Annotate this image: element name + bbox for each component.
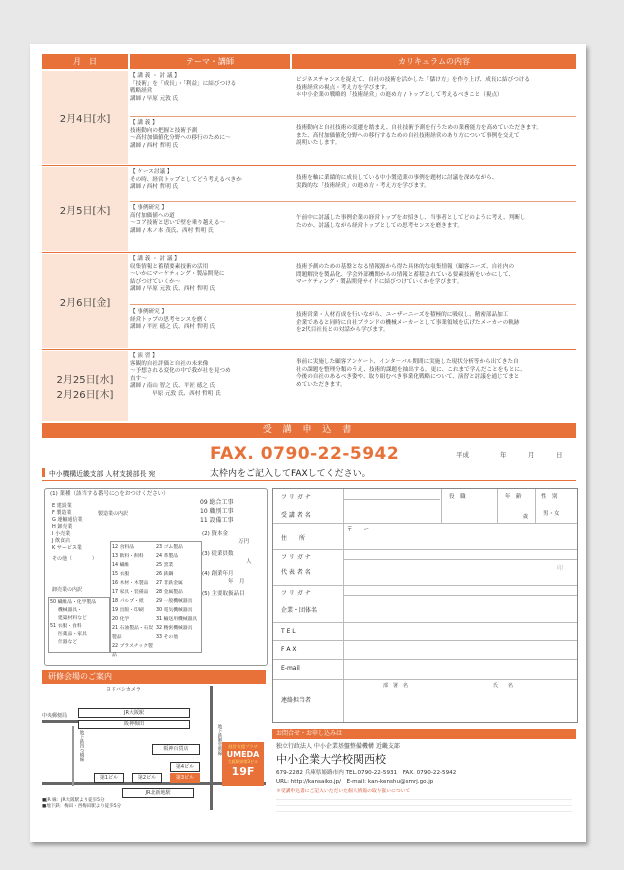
- mfg-item[interactable]: 32 精密機械器具: [156, 626, 193, 631]
- central-post-office: 中央郵便局: [42, 713, 68, 719]
- mfg-item[interactable]: 18 パルプ・紙: [112, 599, 144, 604]
- sex-choice[interactable]: 男・女: [543, 511, 560, 517]
- contact-address: 679-2282 兵庫県姫路市内 TEL.0790-22-5931 FAX. 0790-22-5942: [276, 770, 457, 776]
- row-date: 2月5日[木]: [42, 167, 128, 251]
- session-desc: [292, 77, 576, 100]
- form-title: 受 講 申 込 書: [42, 423, 576, 438]
- address-label: 住 所: [281, 535, 306, 542]
- schedule-row: [42, 71, 576, 164]
- row-date: [42, 351, 128, 421]
- mfg-item[interactable]: 27 非鉄金属: [156, 581, 183, 586]
- divider: [130, 201, 576, 202]
- privacy-note: ＊受講申込書にご記入いただいた個人情報の取り扱いについて: [276, 789, 411, 794]
- date-year: 年: [500, 451, 507, 459]
- desc-line: ＊中小企業の戦略的「技術経営」の進め方 / トップとして考えるべきこと（視点）: [296, 92, 503, 99]
- midosuji-line: 地下鉄御堂筋線: [217, 724, 222, 756]
- sex-label: 性 別: [541, 494, 558, 500]
- session-title: 「技術」を「成長」・「利益」に結びつける: [130, 80, 237, 87]
- mfg-list-left: [112, 543, 156, 660]
- session-desc: [292, 215, 576, 230]
- construction-list: [200, 498, 234, 525]
- dept-label: 部 署 名: [383, 683, 409, 689]
- desc-line: 技術を軸に業績的に成長している中小製造業の事例を題材に討議を深めながら、: [296, 175, 498, 181]
- jr-kitashinchi: JR北新地駅: [122, 788, 194, 798]
- building-2: 第2ビル: [132, 773, 162, 783]
- building-4: 第4ビル: [170, 762, 200, 772]
- session-block: [130, 120, 290, 150]
- capital-unit[interactable]: 万円: [238, 539, 250, 545]
- landmark-yodobashi: ヨドバシカメラ: [106, 687, 141, 693]
- mfg-item[interactable]: 16 木材・木製品: [112, 581, 149, 586]
- instruction: 太枠内をご記入してFAXしてください。: [210, 469, 371, 479]
- session-block: [130, 309, 290, 332]
- desc-line: 技術動向と自社技術の変遷を踏まえ、自社技術予測を行うための業務能力を高めていただきます。: [296, 125, 543, 131]
- road: [210, 686, 213, 810]
- contact-head: お問合せ・お申し込みは: [272, 729, 576, 739]
- desc-line: 午前中に討議した事例企業の経営トップをお招きし、当事者としてどのように考え、判断し: [296, 215, 526, 221]
- date-day: 日: [556, 451, 563, 459]
- session-lecturer: 講師 / 西村 哲明 氏: [130, 142, 179, 149]
- contact-org: 独立行政法人 中小企業基盤整備機構 近畿支部: [276, 743, 400, 750]
- desc-line: を2代目社長との対話から学びます。: [296, 327, 389, 334]
- employees-label: (3) 従業員数: [202, 551, 234, 557]
- session-title: 経営トップの思考センスを磨く: [130, 316, 208, 323]
- products-label: (5) 主要取扱品目: [202, 591, 245, 597]
- postal-code[interactable]: 〒 ー: [347, 527, 370, 533]
- session-title: 高付加価値への道: [130, 212, 175, 219]
- grid-line: [273, 659, 577, 660]
- desc-line: 企業であると同時に自社ブランドの機械メーカーとして事業領域を広げたメーカーの軌跡: [296, 319, 520, 326]
- mfg-item[interactable]: 22 プラスチック製品: [112, 644, 153, 658]
- session-title: ～いかにマーケティング・製品開発に: [130, 271, 225, 278]
- yotsubashi-line: 地下鉄四つ橋線: [79, 730, 84, 762]
- desc-line: ビジネスチャンスを捉えて、自社の技術を活かした「儲け方」を作り上げ、成長に結びつける: [296, 77, 530, 83]
- furigana-label: フ リ ガ ナ: [281, 590, 311, 597]
- session-block: [130, 169, 290, 192]
- grid-col: [535, 489, 536, 523]
- industry-item[interactable]: 09 総合工事: [200, 499, 234, 506]
- mfg-item[interactable]: 26 鉄鋼: [156, 572, 174, 577]
- mfg-list-right: [156, 543, 200, 642]
- furigana-label: フ リ ガ ナ: [281, 554, 311, 561]
- position-label: 役 職: [449, 494, 466, 500]
- mfg-item[interactable]: 13 飲料・飼料: [112, 554, 144, 559]
- session-lecturer: 講師 / 平匠 徳之 氏、西村 哲明 氏: [130, 324, 216, 331]
- side-fields: [202, 530, 252, 598]
- session-title: 客観的自社評価と自社の未来像: [130, 360, 209, 367]
- session-type: 【 講 義 ・ 討 議 】: [130, 256, 180, 262]
- mfg-item[interactable]: 23 ゴム製品: [156, 545, 183, 550]
- schedule-row: [42, 351, 576, 421]
- retail-item: 什器など: [58, 640, 78, 645]
- grid-line: [344, 559, 577, 560]
- session-type: 【 事例研究 】: [130, 309, 168, 315]
- desc-line: マーケティング・製品開発サイドに結びつけていくかを学びます。: [296, 279, 463, 286]
- plaza-name: UMEDA: [226, 750, 260, 759]
- industry-item[interactable]: K サービス業: [52, 545, 82, 551]
- hanshin-dept-store: 阪神百貨店: [152, 744, 200, 755]
- desc-line: 技術予測のための基盤となる情報源から得た具体的な収集情報（顧客ニーズ、自社内の: [296, 264, 515, 270]
- venue-map: [42, 686, 266, 810]
- venue-title: 研修会場のご案内: [42, 670, 266, 684]
- grid-line: [273, 679, 577, 680]
- session-block: [130, 353, 290, 399]
- employees-unit[interactable]: 人: [246, 559, 252, 565]
- applicant-form: [272, 488, 578, 723]
- retail-item: 医薬品・家具: [58, 632, 87, 637]
- row-date: 2月6日[金]: [42, 254, 128, 348]
- mfg-item[interactable]: 12 食料品: [112, 545, 135, 550]
- company-label: 企業・団体名: [281, 607, 318, 614]
- retail-item[interactable]: 50 繊維品・化学製品: [50, 600, 97, 605]
- grid-col: [441, 489, 442, 523]
- desc-line: また、高付加価値化分野への移行するための自社技術経営のあり方について事例を交えて: [296, 132, 520, 139]
- grid-line: [273, 640, 577, 641]
- industry-item[interactable]: G 運輸通信業: [52, 517, 83, 523]
- divider: [130, 304, 576, 305]
- session-desc: [292, 125, 576, 148]
- date-month: 月: [528, 451, 535, 459]
- plaza-building: 大阪駅前第3ビル: [227, 759, 259, 764]
- age-label: 年 齢: [505, 494, 522, 500]
- row-date: 2月4日[水]: [42, 71, 128, 164]
- session-type: 【 講 義 】: [130, 120, 158, 126]
- founded-label: (4) 創業年月: [202, 571, 234, 577]
- session-lecturer: 早原 元敦 氏、西村 哲明 氏: [152, 390, 221, 397]
- session-title: ～高付加価値化分野への移行のために～: [130, 135, 231, 142]
- session-title: その時、経営トップとしてどう考えるべきか: [130, 176, 242, 183]
- desc-line: たのか、討議しながら経営トップとしての思考センスを磨きます。: [296, 222, 464, 229]
- session-type: 【 演 習 】: [130, 353, 158, 359]
- session-title: 戦略経営: [130, 88, 153, 95]
- mfg-item[interactable]: 28 金属製品: [156, 590, 183, 595]
- applicant-name-input[interactable]: [345, 500, 441, 522]
- session-block: [130, 73, 290, 103]
- schedule-header: [42, 54, 576, 69]
- applicant-name-label: 受 講 者 名: [281, 512, 311, 519]
- mfg-item[interactable]: 29 一般機械器具: [156, 599, 193, 604]
- session-lecturer: 講師 / 早原 元敦 氏: [130, 95, 179, 102]
- schedule-row: [42, 167, 576, 251]
- privacy-fineprint: [276, 794, 572, 816]
- stamp-mark: 印: [557, 565, 564, 572]
- row-divider: [42, 349, 576, 350]
- session-title: 結びつけていくか～: [130, 278, 181, 285]
- grid-line: [273, 585, 577, 586]
- plaza-floor: 19F: [231, 765, 255, 778]
- contact-url[interactable]: URL: http://kansaiko.jp/ E-mail: kan-kenshu@smrj.go.jp: [276, 779, 434, 785]
- session-lecturer: 講師 / 西村 哲明 氏: [130, 184, 179, 191]
- fax-label: F A X: [281, 646, 297, 653]
- mfg-item[interactable]: 19 出版・印刷: [112, 608, 144, 613]
- plaza-badge: [222, 742, 264, 786]
- retail-list: [50, 599, 96, 647]
- mfg-item[interactable]: 20 化学: [112, 617, 130, 622]
- session-title: ～予想される変化の中で我が社を見つめ: [130, 368, 231, 375]
- mfg-item[interactable]: 15 衣服: [112, 572, 130, 577]
- session-title: 技術動向の把握と技術予測: [130, 127, 198, 134]
- session-title: 収集情報と蓄積要素技術の活用: [130, 263, 209, 270]
- session-type: 【 講 義 ・ 討 議 】: [130, 73, 180, 79]
- addressee-marker: [42, 468, 45, 477]
- grid-line: [344, 595, 577, 596]
- desc-line: 問題解決を製品化、学会外部機関からの情報と蓄積されている要素技術をいかにして、: [296, 271, 515, 278]
- contact-name: 中小企業大学校関西校: [276, 753, 386, 766]
- grid-line: [273, 622, 577, 623]
- industry-title: (1) 業種（該当する番号に○をおつけください）: [50, 491, 169, 497]
- industry-item[interactable]: 11 設備工事: [200, 517, 234, 524]
- date-line: 2月25日[水]: [56, 375, 114, 386]
- industry-item[interactable]: E 建設業: [52, 503, 72, 509]
- age-unit: 歳: [523, 514, 529, 520]
- session-desc: [292, 175, 576, 190]
- plaza-label: 経営支援プラザ: [228, 744, 258, 749]
- grid-line: [273, 549, 577, 550]
- date-line: 2月26日[木]: [56, 390, 114, 401]
- mfg-item[interactable]: 30 電気機械器具: [156, 608, 193, 613]
- industry-item[interactable]: J 飲食店: [52, 538, 71, 544]
- email-label: E-mail: [281, 665, 300, 672]
- mfg-item[interactable]: 25 窯業: [156, 563, 174, 568]
- row-divider: [42, 252, 576, 253]
- industry-item[interactable]: 10 職別工事: [200, 508, 234, 515]
- founded-unit[interactable]: 年 月: [228, 579, 245, 585]
- session-desc: [292, 359, 576, 389]
- mfg-item[interactable]: 17 家具・装備品: [112, 590, 149, 595]
- access-line: ■地下鉄：梅田・西梅田駅より徒歩5分: [42, 804, 122, 809]
- jr-osaka-station: JR大阪駅: [78, 708, 190, 718]
- grid-line: [273, 523, 577, 524]
- session-title: 直す～: [130, 375, 147, 382]
- desc-line: 技術経営の視点・考え方を学びます。: [296, 84, 391, 91]
- retail-item[interactable]: 51 衣服・食料: [50, 624, 82, 629]
- divider: [130, 116, 576, 117]
- session-type: 【 ケース討議 】: [130, 169, 173, 175]
- access-line: ■JR 線：JR大阪駅より徒歩5分: [42, 798, 105, 803]
- addressee: 中小機構近畿支部 人材支援部長 宛: [49, 470, 156, 478]
- retail-item: 建築材料など: [58, 616, 87, 621]
- industry-item[interactable]: F 製造業: [52, 510, 72, 516]
- row-divider: [42, 165, 576, 166]
- desc-line: 事前に実施した顧客アンケート、インタ－バル期間に実施した現状分析等から出てきた自: [296, 359, 519, 365]
- session-block: [130, 256, 290, 294]
- retail-item: 機械器具・: [58, 608, 82, 613]
- road: [72, 726, 74, 786]
- desc-line: 社の課題を整理分類のうえ、技術的課題を抽出する。更に、これまで学んだことをもとに、: [296, 366, 526, 373]
- divider: [42, 480, 576, 481]
- mfg-item[interactable]: 33 その他: [156, 635, 179, 640]
- desc-line: めていただきます。: [296, 381, 346, 388]
- desc-line: 説明いたします。: [296, 140, 341, 147]
- session-lecturer: 講師 / 早原 元敦 氏、西村 哲明 氏: [130, 286, 216, 293]
- date-era: 平成: [456, 451, 469, 459]
- industry-item[interactable]: I 小売業: [52, 531, 71, 537]
- building-1: 第1ビル: [94, 773, 124, 783]
- industry-other[interactable]: その他（ ）: [52, 556, 98, 562]
- schedule-row: [42, 254, 576, 348]
- header-theme: テーマ・講師: [130, 54, 290, 69]
- mfg-title: 製造業の内訳: [98, 511, 129, 517]
- contact-person-label: 連絡担当者: [281, 697, 312, 704]
- session-block: [130, 205, 290, 235]
- fax-number: FAX. 0790-22-5942: [210, 444, 400, 464]
- header-date: 月 日: [42, 54, 128, 69]
- rep-name-label: 代 表 者 名: [281, 569, 311, 576]
- desc-line: 今後の自社のあるべき姿や、取り組むべき事業化戦略について、演習と討議を通じてまと: [296, 374, 520, 381]
- grid-col: [497, 489, 498, 523]
- retail-title: 卸売業の内訳: [52, 587, 83, 593]
- mfg-item[interactable]: 24 革製品: [156, 554, 179, 559]
- session-desc: [292, 264, 576, 287]
- session-type: 【 事例研究 】: [130, 205, 168, 211]
- hanshin-umeda: 阪神梅田: [78, 720, 190, 729]
- name-label: 氏 名: [493, 683, 514, 689]
- tel-label: T E L: [281, 628, 296, 635]
- session-title: ～コア技術と思いで壁を乗り越える～: [130, 220, 226, 227]
- header-curriculum: カリキュラムの内容: [292, 54, 576, 69]
- desc-line: 実践的な「技術経営」の進め方・考え方を学びます。: [296, 182, 430, 189]
- session-desc: [292, 312, 576, 335]
- mfg-item[interactable]: 21 石油製品・石炭製品: [112, 626, 154, 640]
- mfg-item[interactable]: 14 繊維: [112, 563, 130, 568]
- furigana-label: フ リ ガ ナ: [281, 494, 311, 501]
- access-info: [42, 798, 121, 810]
- building-3: 第3ビル: [170, 773, 200, 783]
- capital-label: (2) 資本金: [202, 531, 229, 537]
- session-lecturer: 講師 / 南山 智之 氏、平匠 徳之 氏: [130, 383, 216, 390]
- mfg-item[interactable]: 31 輸送用機械器具: [156, 617, 198, 622]
- industry-item[interactable]: H 卸売業: [52, 524, 73, 530]
- session-lecturer: 講師 / 木ノ本 茂氏、西村 哲明 氏: [130, 227, 214, 234]
- desc-line: 技術営業・人材育成を行いながら、ユーザーニーズを積極的に吸収し、精密部品加工: [296, 312, 509, 318]
